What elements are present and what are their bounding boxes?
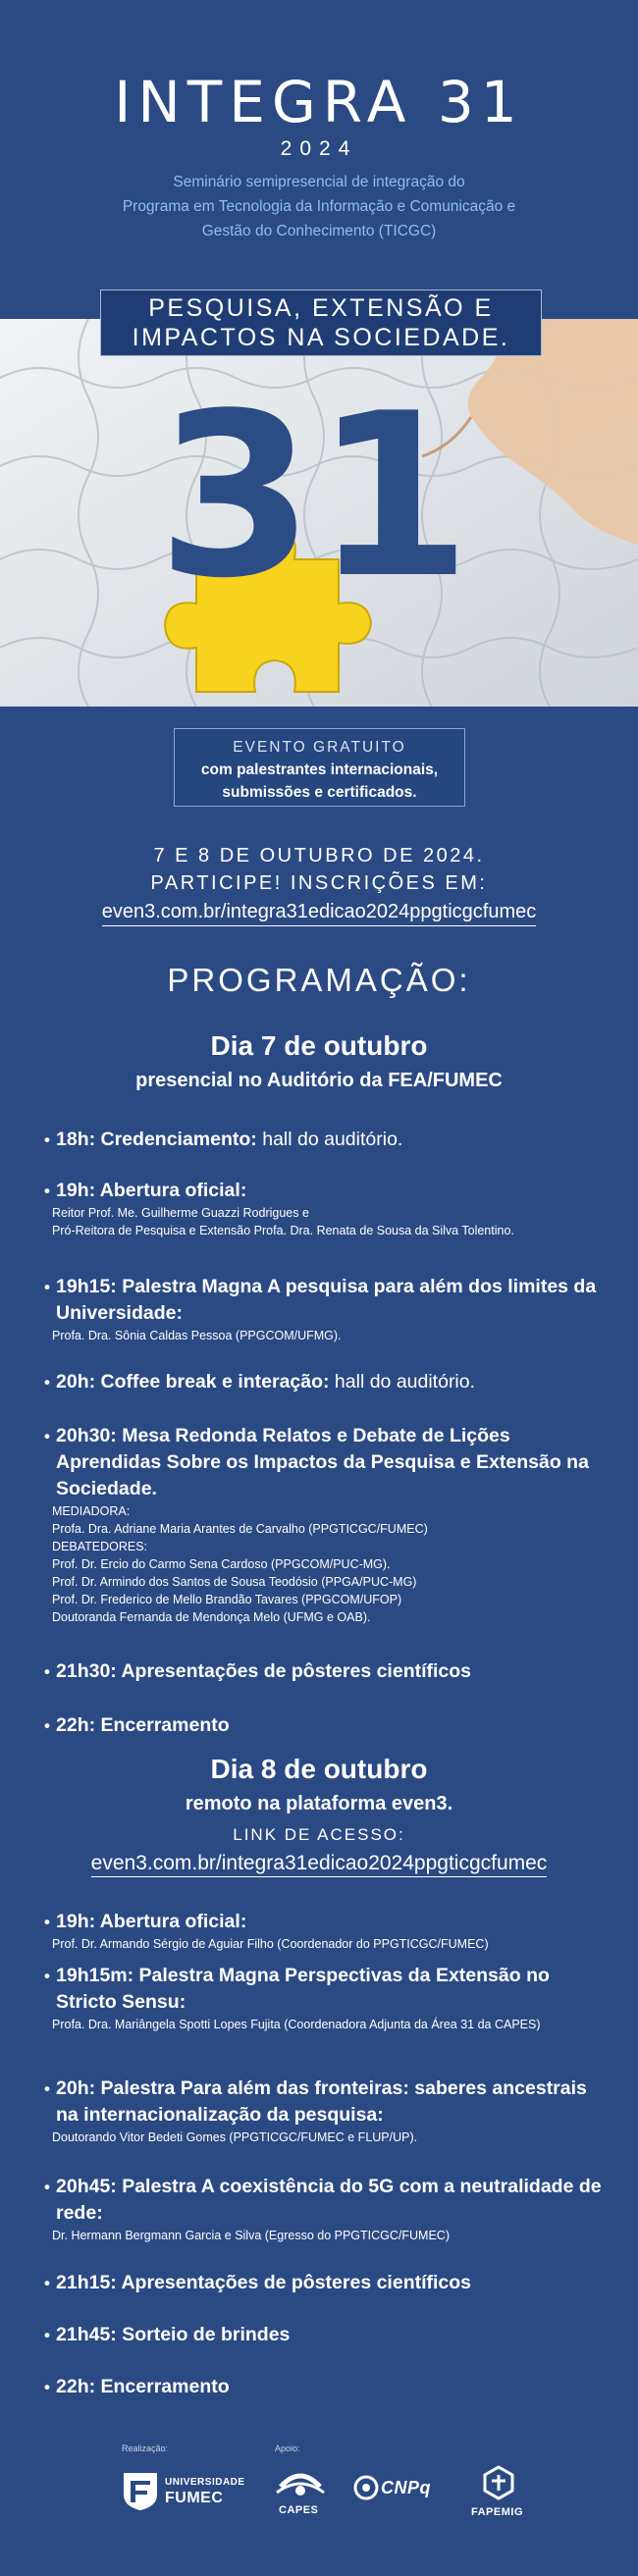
dates-block: [0, 842, 638, 926]
apoio-label: Apoio:: [275, 2444, 300, 2453]
schedule-item-head: 21h30: Apresentações de pôsteres científicos: [56, 1660, 472, 1682]
schedule-item-title: [44, 2374, 604, 2400]
schedule-item: [44, 1963, 604, 2033]
puzzle-illustration: [0, 319, 638, 707]
schedule-item-detail: DEBATEDORES:: [52, 1540, 148, 1553]
schedule-item-title: [44, 1369, 604, 1395]
schedule-item-title: [44, 1963, 604, 2016]
theme-line-2: IMPACTOS NA SOCIEDADE.: [132, 324, 510, 351]
fapemig-text: FAPEMIG: [471, 2506, 524, 2518]
realizacao-label: Realização:: [122, 2444, 169, 2453]
cnpq-logo: [353, 2473, 442, 2512]
schedule-item: [44, 1178, 604, 1239]
access-link-label: LINK DE ACESSO:: [233, 1825, 405, 1844]
schedule-item-detail: Profa. Dra. Adriane Maria Arantes de Carvalho (PPGTICGC/FUMEC): [52, 1522, 428, 1536]
schedule-item-detail: Prof. Dr. Ercio do Carmo Sena Cardoso (PPGCOM/PUC-MG).: [52, 1557, 391, 1571]
theme-line-1: PESQUISA, EXTENSÃO E: [148, 294, 494, 322]
schedule-item-detail: Profa. Dra. Mariângela Spotti Lopes Fujita (Coordenadora Adjunta da Área 31 da CAPES): [52, 2018, 541, 2031]
capes-text: CAPES: [279, 2504, 319, 2516]
schedule-item-title: [44, 1178, 604, 1204]
fumec-logo: [122, 2467, 249, 2516]
schedule-item-title: [44, 1127, 604, 1153]
schedule-item: [44, 1712, 604, 1739]
subtitle-line: Programa em Tecnologia da Informação e Comunicação e: [122, 198, 516, 215]
schedule-item-location: hall do auditório.: [256, 1129, 403, 1150]
schedule-item-title: [44, 1274, 604, 1327]
registration-link[interactable]: even3.com.br/integra31edicao2024ppgticgcfumec: [102, 901, 537, 926]
schedule-item-detail: Prof. Dr. Frederico de Mello Brandão Tavares (PPGCOM/UFOP): [52, 1593, 402, 1606]
day1-title: Dia 7 de outubro: [210, 1030, 428, 1061]
subtitle-line: Gestão do Conhecimento (TICGC): [201, 223, 437, 239]
schedule-item-detail: Reitor Prof. Me. Guilherme Guazzi Rodrigues e: [52, 1206, 309, 1220]
event-year: 2024: [280, 137, 358, 160]
schedule-item-head: 20h: Coffee break e interação:: [56, 1371, 330, 1393]
capes-logo: [273, 2465, 332, 2524]
schedule-item-title: [44, 1423, 604, 1502]
schedule-item-detail: Doutorando Vitor Bedeti Gomes (PPGTICGC/FUMEC e FLUP/UP).: [52, 2130, 418, 2144]
schedule-item: [44, 2076, 604, 2146]
schedule-item-detail: Doutoranda Fernanda de Mendonça Melo (UFMG e OAB).: [52, 1610, 371, 1624]
day1-subtitle: presencial no Auditório da FEA/FUMEC: [135, 1070, 503, 1091]
event-brand: INTEGRA 31: [114, 69, 524, 135]
schedule-item: [44, 2174, 604, 2244]
day2-subtitle: remoto na plataforma even3.: [185, 1793, 453, 1814]
access-link-url[interactable]: even3.com.br/integra31edicao2024ppgticgcfumec: [91, 1852, 548, 1877]
cnpq-text: CNPq: [381, 2478, 431, 2497]
schedule-item-title: [44, 2322, 604, 2348]
schedule-item-head: 19h: Abertura oficial:: [56, 1911, 247, 1932]
event-subtitle: [93, 170, 545, 243]
schedule-item-title: [44, 1909, 604, 1935]
free-event-desc-2: submissões e certificados.: [222, 784, 417, 801]
schedule-item-location: hall do auditório.: [329, 1371, 476, 1393]
schedule-item-detail: Dr. Hermann Bergmann Garcia e Silva (Egresso do PPGTICGC/FUMEC): [52, 2229, 450, 2242]
schedule-item: [44, 1658, 604, 1685]
schedule-item-head: 19h15m: Palestra Magna Perspectivas da Extensão no Stricto Sensu:: [56, 1965, 550, 2013]
schedule-item: [44, 1127, 604, 1153]
access-link: [0, 1852, 638, 1875]
schedule-item-detail: Prof. Dr. Armindo dos Santos de Sousa Teodósio (PPGA/PUC-MG): [52, 1575, 417, 1589]
schedule-item-head: 20h: Palestra Para além das fronteiras: saberes ancestrais na internacionalização da pesquisa:: [56, 2077, 587, 2126]
schedule-item-detail: Pró-Reitora de Pesquisa e Extensão Profa. Dra. Renata de Sousa da Silva Tolentino.: [52, 1224, 514, 1237]
theme-banner: [100, 289, 542, 356]
schedule-item: [44, 1909, 604, 1953]
registration-cta: PARTICIPE! INSCRIÇÕES EM:: [150, 872, 488, 894]
schedule-item-detail: Profa. Dra. Sônia Caldas Pessoa (PPGCOM/UFMG).: [52, 1329, 342, 1342]
schedule-item-head: 21h45: Sorteio de brindes: [56, 2324, 291, 2345]
schedule-item: [44, 1274, 604, 1344]
header: [0, 0, 638, 294]
schedule-item-detail: Prof. Dr. Armando Sérgio de Aguiar Filho (Coordenador do PPGTICGC/FUMEC): [52, 1937, 489, 1951]
fumec-line-1: UNIVERSIDADE: [165, 2477, 245, 2488]
free-event-desc-1: com palestrantes internacionais,: [200, 762, 439, 778]
fumec-line-2: FUMEC: [165, 2490, 224, 2506]
free-event-box: [174, 728, 465, 807]
cnpq-emblem-icon: [353, 2475, 379, 2500]
free-event-title: EVENTO GRATUITO: [233, 739, 406, 756]
schedule-item-title: [44, 1658, 604, 1685]
fapemig-emblem-icon: [479, 2463, 518, 2502]
fapemig-logo: [461, 2463, 540, 2532]
schedule-item-head: 19h15: Palestra Magna A pesquisa para além dos limites da Universidade:: [56, 1276, 597, 1324]
schedule-item-head: 18h: Credenciamento:: [56, 1129, 257, 1150]
schedule-item-title: [44, 1712, 604, 1739]
schedule-item: [44, 2322, 604, 2348]
schedule-item: [44, 2374, 604, 2400]
schedule-item: [44, 1369, 604, 1395]
schedule-item: [44, 2270, 604, 2296]
schedule-item-head: 22h: Encerramento: [56, 2376, 230, 2397]
schedule-item-title: [44, 2174, 604, 2227]
schedule-item-head: 20h45: Palestra A coexistência do 5G com a neutralidade de rede:: [56, 2176, 602, 2224]
programacao-title: PROGRAMAÇÃO:: [167, 962, 471, 998]
schedule-item-head: 19h: Abertura oficial:: [56, 1180, 247, 1201]
subtitle-line: Seminário semipresencial de integração do: [173, 174, 465, 190]
schedule-item-head: 22h: Encerramento: [56, 1714, 230, 1736]
schedule-item-title: [44, 2076, 604, 2129]
schedule-item: [44, 1423, 604, 1626]
event-dates: 7 E 8 DE OUTUBRO DE 2024.: [153, 845, 485, 867]
capes-emblem-icon: [273, 2465, 328, 2500]
hero-puzzle-image: [0, 319, 638, 707]
footer-logos: [0, 2444, 638, 2576]
schedule-item-title: [44, 2270, 604, 2296]
day2-title: Dia 8 de outubro: [210, 1754, 428, 1784]
schedule-item-head: 21h15: Apresentações de pôsteres científicos: [56, 2272, 472, 2293]
fumec-shield-icon: [122, 2471, 159, 2512]
schedule-item-head: 20h30: Mesa Redonda Relatos e Debate de Lições Aprendidas Sobre os Impactos da Pesquisa e Extensão na Sociedade.: [56, 1425, 589, 1499]
hero-number-31: 31: [157, 366, 472, 628]
schedule-item-detail: MEDIADORA:: [52, 1504, 131, 1518]
